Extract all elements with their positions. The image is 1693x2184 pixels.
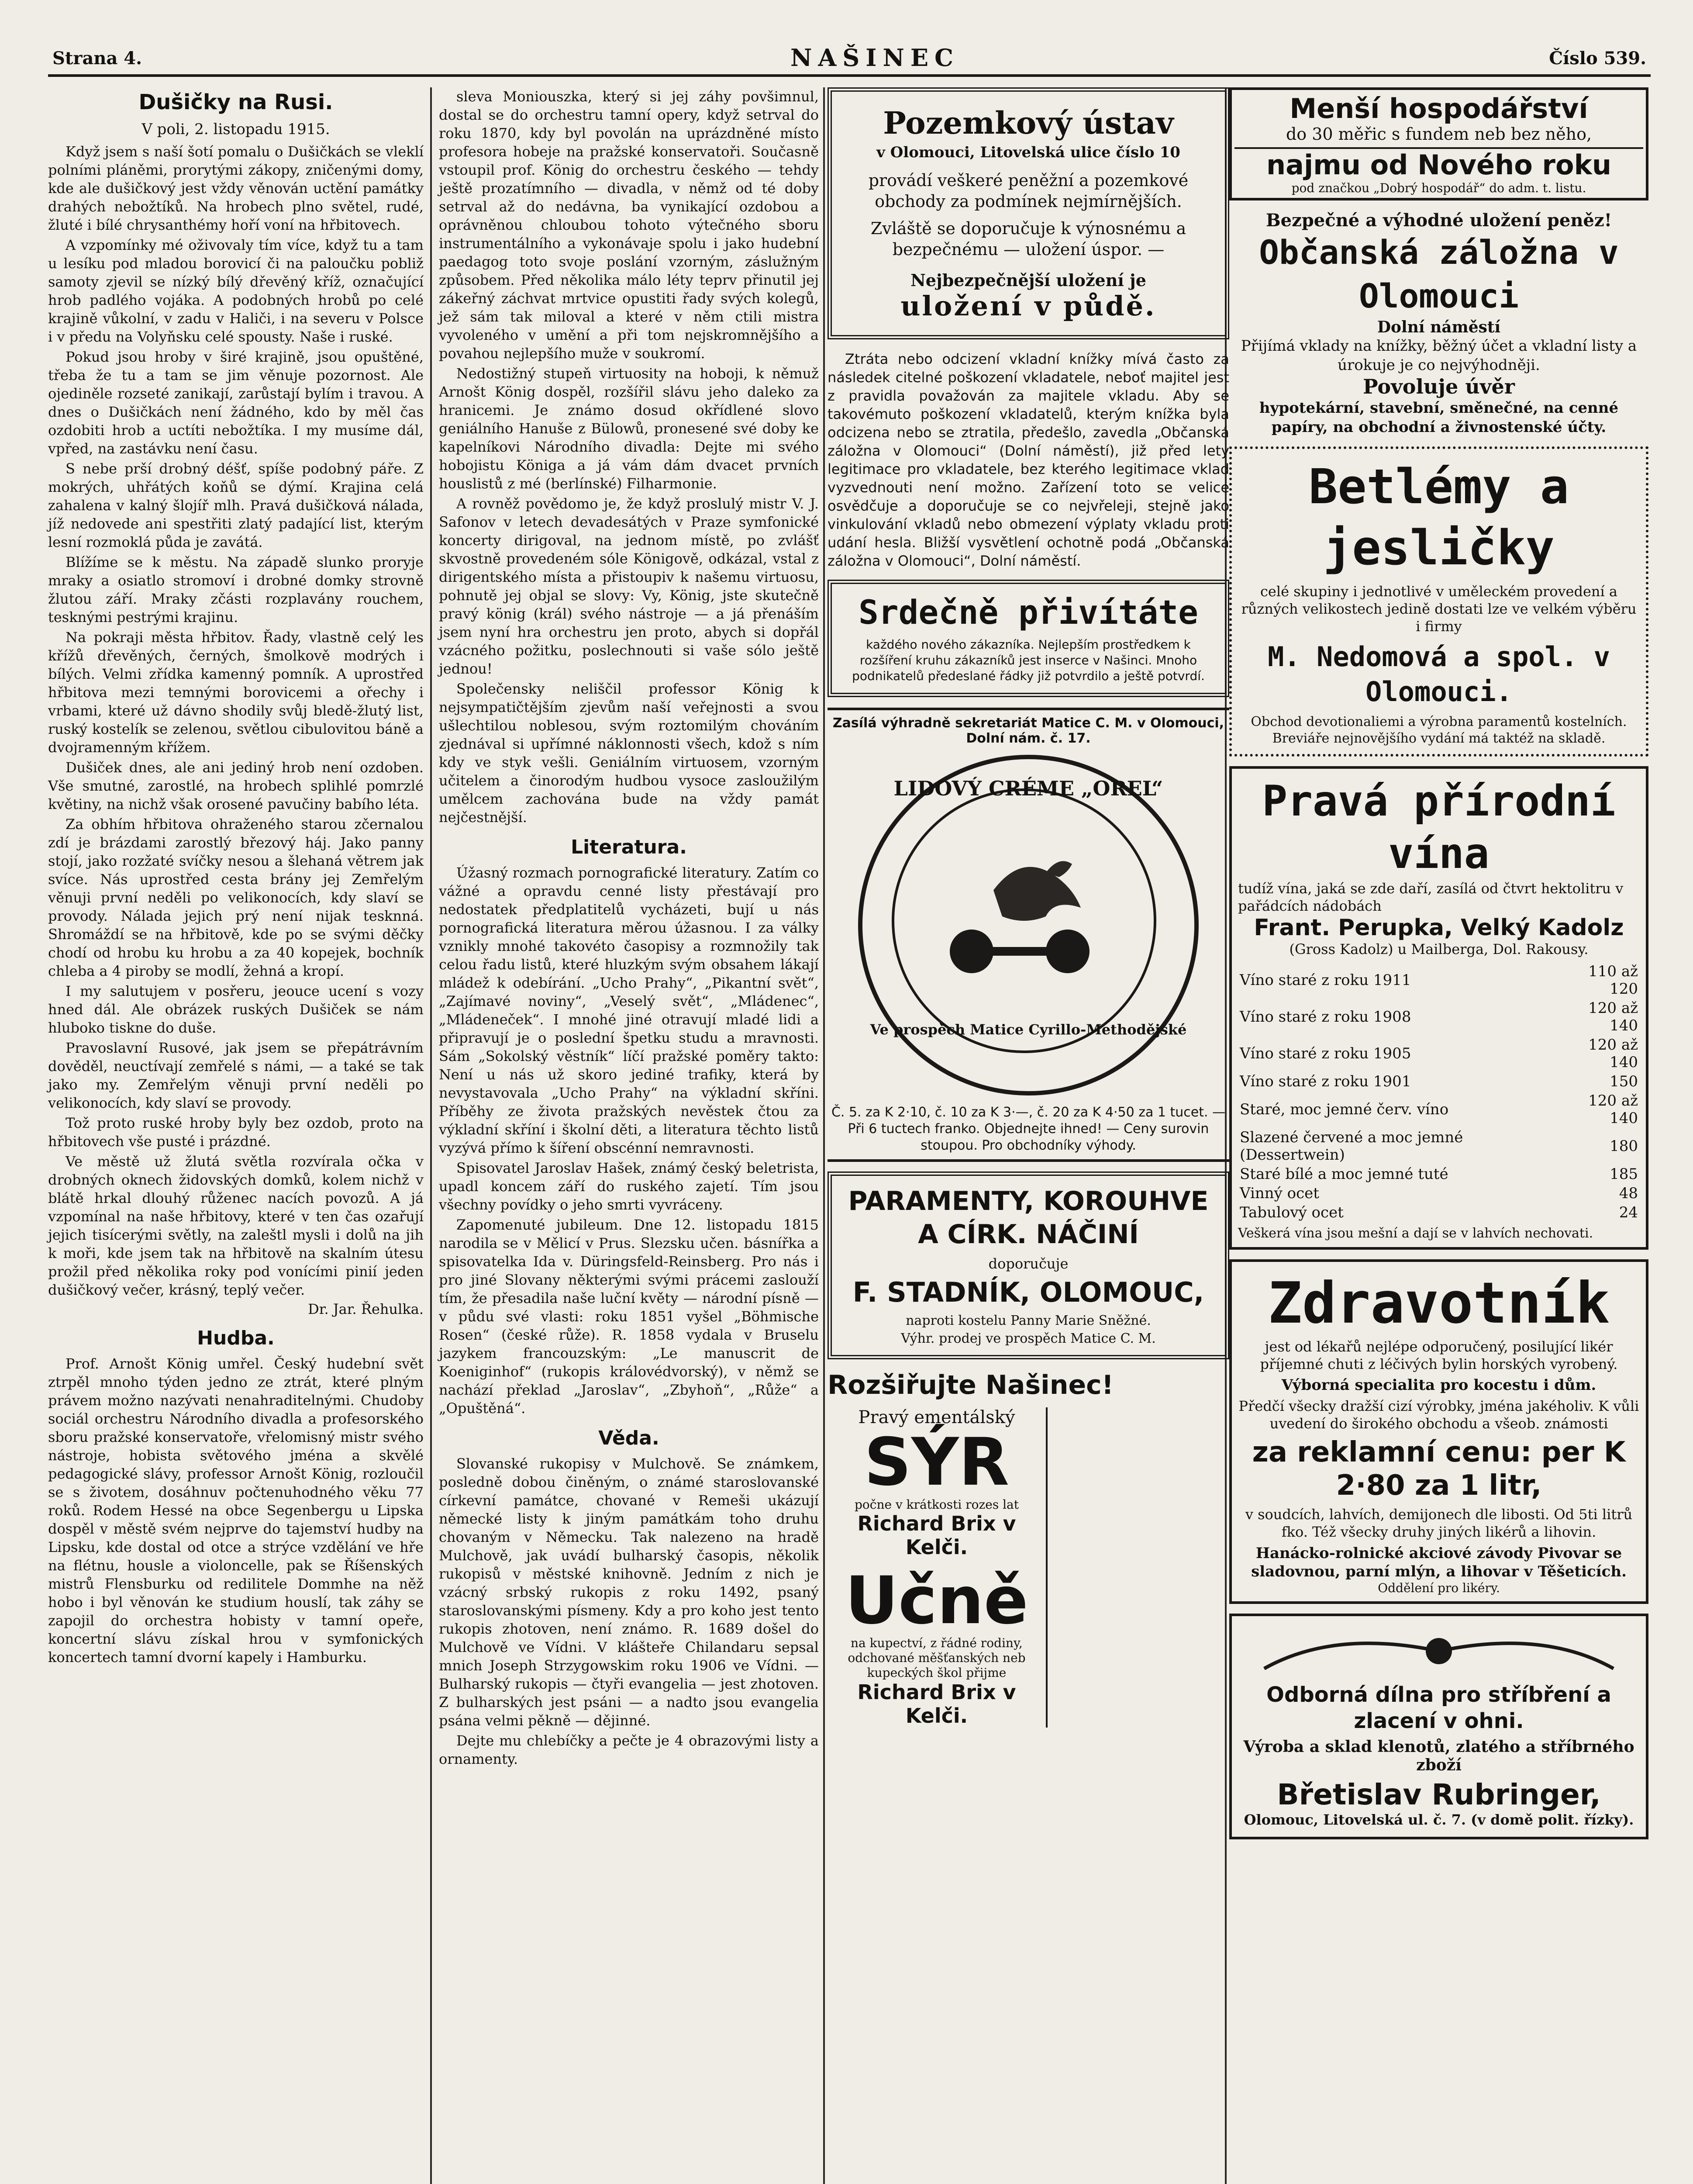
masthead-title: NAŠINEC bbox=[790, 44, 960, 72]
ad-place: naproti kostelu Panny Marie Sněžné. bbox=[906, 1313, 1151, 1328]
ad-body: celé skupiny i jednotlivé v uměleckém provedení a různých velikostech jedině dostati lze ve velkém výběru i firmy bbox=[1241, 583, 1637, 635]
ad-address: v Olomouci, Litovelská ulice číslo 10 bbox=[876, 144, 1180, 161]
article-dateline: V poli, 2. listopadu 1915. bbox=[141, 121, 330, 138]
table-row: Vinný ocet 48 bbox=[1240, 1185, 1638, 1202]
ad-special: Výborná specialita pro kocestu i dům. bbox=[1281, 1376, 1596, 1394]
ad-line: Nejbezpečnější uložení je bbox=[910, 270, 1146, 290]
ad-place: (Gross Kadolz) u Mailberga, Dol. Rakousy. bbox=[1289, 941, 1589, 957]
page-header bbox=[48, 39, 1651, 77]
ad-big: SÝR bbox=[864, 1424, 1010, 1500]
ad-rozsirujte: Rozšiřujte Našinec! bbox=[828, 1370, 1114, 1400]
ad-body: provádí veškeré peněžní a pozemkové obchody za podmínek nejmírnějších. bbox=[868, 171, 1189, 211]
paragraph: Dejte mu chlebíčky a pečte je 4 obrazovými listy a ornamenty. bbox=[439, 1732, 819, 1767]
ad-body: Odborná dílna pro stříbření a zlacení v ohni. bbox=[1266, 1683, 1611, 1733]
ad-rubringer bbox=[1229, 1614, 1648, 1839]
section-title: Věda. bbox=[598, 1427, 659, 1449]
paragraph: Když jsem s naší šotí pomalu o Dušičkách se vleklí polními pláněmi, prorytými zákopy, zničenými domy, kde ale dušičkový jest vždy věnován uctění památky drahých nebožtíků. Na hrobech plno světel, rudé, žluté i bílé chrysanthémy hoří voní na hřbitovech. bbox=[48, 143, 424, 233]
ad-creme-orel bbox=[828, 708, 1229, 1162]
paragraph: Zapomenuté jubileum. Dne 12. listopadu 1815 narodila se v Mělicí v Prus. Slezsku učen. básnířka a spisovatelka Ida v. Düringsfeld-Reinsberg. Pro nás i pro jiné Slovany některými svými prácemi zaslouží tím, že přesadila naše luční květy — národní písně — v půdu své vlasti: roku 1851 vyšel „Böhmische Rosen“ (české růže). R. 1858 vydala v Bruselu jazykem francouzským: „Le manuscrit de Koeniginhof“ (rukopis královédvorský), v němž se nachází překlad „Jaroslav“, „Zbyhoň“, „Růže“ a „Opuštěná“. bbox=[439, 1216, 819, 1417]
paragraph: A vzpomínky mé oživovaly tím více, když tu a tam u lesíku pod mladou borovicí či na paloučku pobliž samoty zjevil se nízký bílý dřevěný kříž, označující hrob padlého vojáka. A podobných hrobů po celé krajině vůkolní, v zadu v Haliči, i na severu v Polsce i v předu na Volyňsku celé spousty. Naše i ruské. bbox=[48, 237, 424, 345]
paragraph: Pravoslavní Rusové, jak jsem se přepátrávním dověděl, neuctívají zemřelé s námi, — a také se tak jako my. Zemřelým věnuji první neděli po velikonocích, kdy slaví se provody. bbox=[48, 1040, 424, 1111]
ad-top: Pravý ementálský bbox=[858, 1407, 1015, 1427]
paragraph: S nebe prší drobný déšť, spíše podobný páře. Z mokrých, uhřátých koňů se dýmí. Krajina celá zahalena v kalný šlojíř mlh. Pravá dušičková nálada, jíž nedovede ani spestřiti zlatý padající list, kterým lesní rozmoklá půda je zavátá. bbox=[48, 460, 424, 550]
section-title: Literatura. bbox=[571, 836, 687, 858]
paragraph: Nedostižný stupeň virtuosity na hoboji, k němuž Arnošt König dospěl, rozšířil slávu jeho daleko za hranicemi. Je známo dosud okřídlené slovo geniálního Hanuše z Bülowů, pronesené své doby ke kapelníkovi Národního divadla: Dejte mi svého hobojistu Königa a já vám dám dvacet prvních houslistů z mé (berlínské) Filharmonie. bbox=[439, 365, 819, 492]
ornament-icon bbox=[1241, 1625, 1637, 1682]
ad-foot: Veškerá vína jsou mešní a dají se v lahvích nechovati. bbox=[1238, 1226, 1593, 1241]
ad-name: M. Nedomová a spol. v Olomouci. bbox=[1268, 641, 1610, 708]
paragraph: Za obhím hřbitova ohraženého starou zčernalou zdí je brázdami zarostlý březový háj. Jako panny stojí, jako rozžaté svíčky nesou a šlehaná větrem jak svíce. Nás uprostřed cesta brány jej Zemřelým věnuji první neděli po velikonocích, kdy slaví se provody. Nálada jejich prý není nijak tesknná. Shromáždí se na hřbitově, kde po se svými děčky chodí od hrobu ku hrobu a za 40 kopejek, bochník chleba a 4 piroby se modlí, žehná a kropí. bbox=[48, 816, 424, 979]
ad-body: Přijímá vklady na knížky, běžný účet a vkladní listy a úrokuje je co nejvýhodněji. bbox=[1241, 337, 1637, 374]
ad-body: tudíž vína, jaká se zde daří, zasílá od čtvrt hektolitru v pařádcích nádobách bbox=[1238, 880, 1624, 914]
ad-body: hypotekární, stavební, směnečné, na cenné papíry, na obchodní a živnostenské účty. bbox=[1259, 399, 1619, 436]
ad-body: na kupectví, z řádné rodiny, odchované měšťanských neb kupeckých škol přijme bbox=[848, 1636, 1026, 1680]
savings-notice: Ztráta nebo odcizení vkladní knížky mívá často za následek citelné poškození vkladatele, neboť majitel jest z pravidla považován za majitele vkladu. Aby se takovémuto poškození vkladatelů, kterým knížka byla odcizena nebo se ztratila, předešlo, zavedla „Občanská záložna v Olomouci“ (Dolní náměstí), již před lety legitimace pro vkladatele, bez kterého legitimace vklad vyzvednouti není možno. Zařízení toto se velice osvědčuje a doporučuje se co nejvřeleji, stejně jako vinkulování vkladů nebo obmezení výplaty vkladu proti udání hesla. Bližší vysvětlení ochotně podá „Občanská záložna v Olomouci“, Dolní náměstí. bbox=[828, 351, 1229, 569]
ad-prices: Č. 5. za K 2·10, č. 10 za K 3·—, č. 20 za K 4·50 za 1 tucet. — Při 6 tuctech franko. Objednejte ihned! — Ceny surovin stoupou. Pro obchodníky výhody. bbox=[831, 1105, 1226, 1153]
ad-body: jest od lékařů nejlépe odporučený, posilující likér příjemné chuti z léčivých bylin horských vyrobený. bbox=[1260, 1338, 1618, 1372]
article-signature: Dr. Jar. Řehulka. bbox=[308, 1301, 424, 1317]
ad-recommend: doporučuje bbox=[988, 1255, 1069, 1272]
ad-note: Výhr. prodej ve prospěch Matice C. M. bbox=[901, 1331, 1156, 1346]
ad-body: Předčí všecky dražší cizí výrobky, jména jakéholiv. K vůli uvedení do širokého obchodu a všeob. známosti bbox=[1238, 1398, 1639, 1432]
ad-top: Bezpečné a výhodné uložení peněz! bbox=[1265, 210, 1612, 231]
paragraph: Úžasný rozmach pornografické literatury. Zatím co vážné a opravdu cenné listy přestávají pro nedostatek předplatitelů vycházeti, bují u nás pornografická literatura měrou úžasnou. I za války vznikly mnohé takovéto časopisy a rozmnožily tak celou řadu listů, které hluzkým svým obsahem lákají mládež k odebírání. „Ucho Prahy“, „Pikantní svět“, „Zajímavé noviny“, „Veselý svět“, „Mládenec“, „Mládeneček“. I mnohé jiné otravují mladé lidi a připravují je o poslední špetku studu a mravnosti. Sám „Sokolský věstník“ líčí pražské poměry takto: Není u nás už skoro jediné trafiky, která by nevystavovala „Ucho Prahy“ na výkladní skříni. Příběhy ze života pražských nevěstek čtou za výkladní skříní i školní děti, a literatura těchto listů vyzývá přímo k šíření obscénní nemravnosti. bbox=[439, 864, 819, 1156]
ad-vina bbox=[1229, 766, 1648, 1250]
ad-body: Zvláště se doporučuje k výnosnému a bezpečnému — uložení úspor. — bbox=[870, 219, 1186, 259]
table-row: Víno staré z roku 1905 120 až 140 bbox=[1240, 1036, 1638, 1071]
ad-title: PARAMENTY, KOROUHVE A CÍRK. NÁČINÍ bbox=[848, 1186, 1209, 1250]
ad-name: Richard Brix v Kelči. bbox=[857, 1512, 1016, 1559]
table-row: Víno staré z roku 1908 120 až 140 bbox=[1240, 999, 1638, 1034]
ad-name: F. STADNÍK, OLOMOUC, bbox=[852, 1276, 1204, 1308]
paragraph: Spisovatel Jaroslav Hašek, známý český beletrista, upadl koncem září do ruského zajetí. Tím jsou všechny povídky o jeho smrti vyvráceny. bbox=[439, 1160, 819, 1213]
paragraph: Na pokraji města hřbitov. Řady, vlastně celý les křížů dřevěných, černých, šmolkově modrých i bílých. Velmi zřídka kamenný pomník. A uprostřed hřbitova mezi temnými borovicemi a ořechy i vrbami, které už dávno shodily svůj bledě-žlutý list, ruský kostelík se zelenou, světlou cibulovitou báně a dvojramenným křížem. bbox=[48, 629, 424, 756]
paragraph: Blížíme se k městu. Na západě slunko proryje mraky a osiatlo stromoví i drobné domky strovně žlutou září. Mraky zčásti rozplavány rouchem, tesknými pestrými krajinu. bbox=[48, 554, 424, 625]
ad-betlemy bbox=[1229, 446, 1648, 757]
ad-top: Zasílá výhradně sekretariát Matice C. M. v Olomouci, Dolní nám. č. 17. bbox=[832, 715, 1224, 746]
table-row: Tabulový ocet 24 bbox=[1240, 1204, 1638, 1221]
paragraph: Prof. Arnošt König umřel. Český hudební svět ztrpěl mnoho týden jedno ze ztrát, které plným právem možno nazývati nenahraditelnými. Chudoby sociál orchestru Národního divadla a profesorského sboru pražské konservatoře, vřelomisný mistr svého nástroje, hobista světového jména a skvělé pedagogické slávy, professor Arnošt König, rozloučil se s životem, dosáhnuv počtenuhodného věku 77 roků. Rodem Hessé na obce Segenbergu u Lipska dospěl v městě svém nejprve do tajemství hudby na Lipsku, kde dostal od otce a strýce vzdělání ve hře na flétnu, housle a violoncelle, pak se Říšenských mistrů Flensburku od redilitele Dommhe na něž hobo i byl věnován ke studium houslí, tak záhy se zapojil do orchestra hobisty v tamní opeře, koncertní slávu získal hrou v symfonických koncertech tamní dvorní kapely i Hamburku. bbox=[48, 1355, 424, 1666]
ad-name: Občanská záložna v Olomouci bbox=[1259, 233, 1619, 315]
ad-body: v soudcích, lahvích, demijonech dle libosti. Od 5ti litrů fko. Též všecky druhy jiných likérů a lihovin. bbox=[1245, 1506, 1633, 1540]
ad-title: Pravá přírodní vína bbox=[1262, 777, 1616, 878]
ad-srdecne bbox=[828, 580, 1229, 697]
ad-slogan: uložení v půdě. bbox=[900, 290, 1156, 322]
wine-price-table bbox=[1238, 962, 1640, 1222]
table-row: Víno staré z roku 1901 150 bbox=[1240, 1073, 1638, 1090]
ad-title: najmu od Nového roku bbox=[1234, 147, 1643, 181]
article-title: Dušičky na Rusi. bbox=[138, 90, 333, 114]
column-rule bbox=[823, 87, 825, 2184]
paragraph: Pokud jsou hroby v širé krajině, jsou opuštěné, třeba že tu a tam se jim věnuje pozornost. Ale ojediněle rozseté zanikají, zarůstají bylím i travou. A dnes o Dušičkách není žádného, kdo by měl čas ozdobiti hrob a uctíti nebožtíka. I my musíme dál, vpřed, na zastávku není času. bbox=[48, 349, 424, 457]
column-2 bbox=[439, 87, 819, 1770]
creme-seal bbox=[858, 755, 1199, 1095]
section-title: Hudba. bbox=[197, 1327, 275, 1349]
seal-text-top: LIDOVÝ CRÉME „OREL“ bbox=[893, 777, 1163, 800]
issue-number: Číslo 539. bbox=[1549, 48, 1646, 69]
ad-body: každého nového zákazníka. Nejlepším prostředkem k rozšíření kruhu zákazníků jest inserce v Našinci. Mnoho podnikatelů předeslané řádky již potvrdilo a ještě potvrdí. bbox=[852, 637, 1205, 683]
ad-firm: Hanácko-rolnické akciové závody Pivovar se sladovnou, parní mlýn, a lihovar v Těšeticích. bbox=[1251, 1545, 1627, 1580]
paragraph: Slovanské rukopisy v Mulchově. Se známkem, posledně dobou činěným, o známé staroslovanské církevní památce, chované v Remeši ukázují německé listy k jiným památkám toho druhu chovaným v Německu. Tak nalezeno na hradě Mulchově, jak uvádí bulharský časopis, několik rukopisů v městské knihovně. Jedním z nich je vzácný srbský rukopis z roku 1492, psaný staroslovanskými písmeny. Kdy a pro koho jest tento rukopis zhotoven, není známo. R. 1689 došel do Mulchově ve Vídni. V klášteře Chilandaru sepsal mnich Joseph Strzygowskim roku 1906 ve Vídni. — Bulharský rukopis — čtyři evangelia — jest zhotoven. Z bulharských jest psáni — a nadto jsou evangelia psána velmi pěkně — dějinné. bbox=[439, 1455, 819, 1729]
ad-name: Frant. Perupka, Velký Kadolz bbox=[1254, 915, 1624, 941]
paragraph: Dušiček dnes, ale ani jediný hrob není ozdoben. Vše smutné, zarostlé, na hrobech splihlé pomrzlé květiny, na nichž však orosené pavučiny babího léta. bbox=[48, 759, 424, 812]
ad-name: Richard Brix v Kelči. bbox=[857, 1680, 1016, 1728]
ad-big: Učně bbox=[845, 1563, 1028, 1639]
table-row: Víno staré z roku 1911 110 až 120 bbox=[1240, 963, 1638, 998]
ad-pozemkovy-ustav bbox=[828, 87, 1229, 339]
column-1 bbox=[48, 87, 424, 1668]
ad-title: Betlémy a jesličky bbox=[1308, 459, 1569, 576]
ad-title: Zdravotník bbox=[1268, 1270, 1610, 1336]
ad-place: Dolní náměstí bbox=[1377, 318, 1501, 336]
column-4 bbox=[1229, 87, 1648, 1849]
ad-obcanska-zalozna bbox=[1229, 210, 1648, 437]
column-3 bbox=[828, 87, 1229, 1728]
ad-sub: do 30 měřic s fundem neb bez něho, bbox=[1286, 124, 1592, 144]
paragraph: I my salutujem v posřeru, jeouce ucení s vozy hned dál. Ale obrázek ruských Dušiček se nám hluboko tiskne do duše. bbox=[48, 983, 424, 1036]
paragraph: sleva Moniouszka, který si jej záhy povšimnul, dostal se do orchestru tamní opery, když setrval do roku 1870, kdy byl povolán na uprázdněné místo profesora hobeje na pražské konservatoři. Současně vstoupil prof. König do orchestru českého — tehdy ještě prozatímního — divadla, v němž od té doby setrval až do nedávna, ba vynikající ozdobou a oprávněnou chloubou tohoto výtečného sboru instrumentálního a vykonávaje spolu i jako hudební paedagog toto svoje poslání vzorným, záslužným způsobem. Před několika málo léty teprv přinutil jej zákeřný záchvat mrtvice opustiti řady svých kolegů, jež sám tak miloval a které v něm ctili mistra vyvoleného v umění a při tom nejskromnějšího a povahou nejlepšího muže v soukromí. bbox=[439, 88, 819, 362]
ad-mensi-hospodarstvi bbox=[1229, 87, 1648, 200]
ad-title: Menší hospodářství bbox=[1290, 93, 1588, 124]
table-row: Staré, moc jemné červ. víno 120 až 140 bbox=[1240, 1092, 1638, 1127]
table-row: Slazené červené a moc jemné (Dessertwein) 180 bbox=[1240, 1129, 1638, 1164]
column-rule bbox=[430, 87, 432, 2184]
ad-zdravotnik bbox=[1229, 1259, 1648, 1604]
ad-line: Výroba a sklad klenotů, zlatého a stříbrného zboží bbox=[1243, 1738, 1634, 1774]
paragraph: Společensky neliščil professor König k nejsympatičtějším zjevům naší veřejnosti a svou ušlechtilou noblesou, svým roztomilým chováním zjednával si upřímné náklonnosti všech, kdož s ním kdy ve styk vešli. Geniálním virtuosem, vzorným učitelem a činorodým hudbou vysoce zasloužilým umělcem zachována bude na vždy památ nejčestnější. bbox=[439, 681, 819, 826]
ad-title: Srdečně přivítáte bbox=[859, 593, 1198, 632]
page-number: Strana 4. bbox=[52, 48, 142, 69]
seal-text-bottom: Ve prospěch Matice Cyrillo-Methodějské bbox=[870, 1021, 1187, 1038]
table-row: Staré bílé a moc jemné tuté 185 bbox=[1240, 1165, 1638, 1183]
ad-syr bbox=[828, 1407, 1048, 1728]
ad-credit: Povoluje úvěr bbox=[1363, 375, 1515, 398]
paragraph: Tož proto ruské hroby byly bez ozdob, proto na hřbitovech vše pusté i prázdné. bbox=[48, 1115, 424, 1150]
ad-dept: Oddělení pro likéry. bbox=[1378, 1581, 1500, 1595]
ad-place: Olomouc, Litovelská ul. č. 7. (v domě polit. řízky). bbox=[1244, 1811, 1634, 1828]
ad-sub: pod značkou „Dobrý hospodář“ do adm. t. listu. bbox=[1291, 181, 1586, 195]
ad-title: Pozemkový ústav bbox=[883, 105, 1174, 141]
ad-body: Obchod devotionaliemi a výrobna paramentů kostelních. Breviáře nejnovějšího vydání má taktéž na skladě. bbox=[1251, 714, 1627, 746]
ad-paramenty bbox=[828, 1171, 1229, 1359]
paragraph: A rovněž povědomo je, že když proslulý mistr V. J. Safonov v letech devadesátých v Praze symfonické koncerty dirigoval, na jednom místě, po zvlášť skvostně provedeném sóle Königově, odkázal, vstal z dirigentského místa a přistoupiv k našemu virtuosu, pohnutě jej objal se slovy: Vy, König, jste skutečně pravý könig (král) svého nástroje — a já přenáším jsem nyní hra orchestru jen proto, abych si dopřál vzácného požitku, poslechnouti si vaše sólo ještě jednou! bbox=[439, 495, 819, 677]
ad-body: počne v krátkosti rozes lat bbox=[854, 1497, 1019, 1512]
ad-name: Břetislav Rubringer, bbox=[1277, 1778, 1601, 1811]
ad-price: za reklamní cenu: per K 2·80 za 1 litr, bbox=[1252, 1436, 1626, 1502]
paragraph: Ve městě už žlutá světla rozvírala očka v drobných oknech židovských domků, kolem nichž v blátě hrkal dlouhý růženec nacích povozů. A já vzpomínal na naše hřbitovy, které v ten čas ozařují jejich tisícerými světly, na zaleštl mysli i dolů na jih k moři, kde jsem tak na hřbitově na skalním útesu prožil před několika roky pod vonícími pinií jeden dušičkový večer, krásný, teplý večer. bbox=[48, 1153, 424, 1298]
